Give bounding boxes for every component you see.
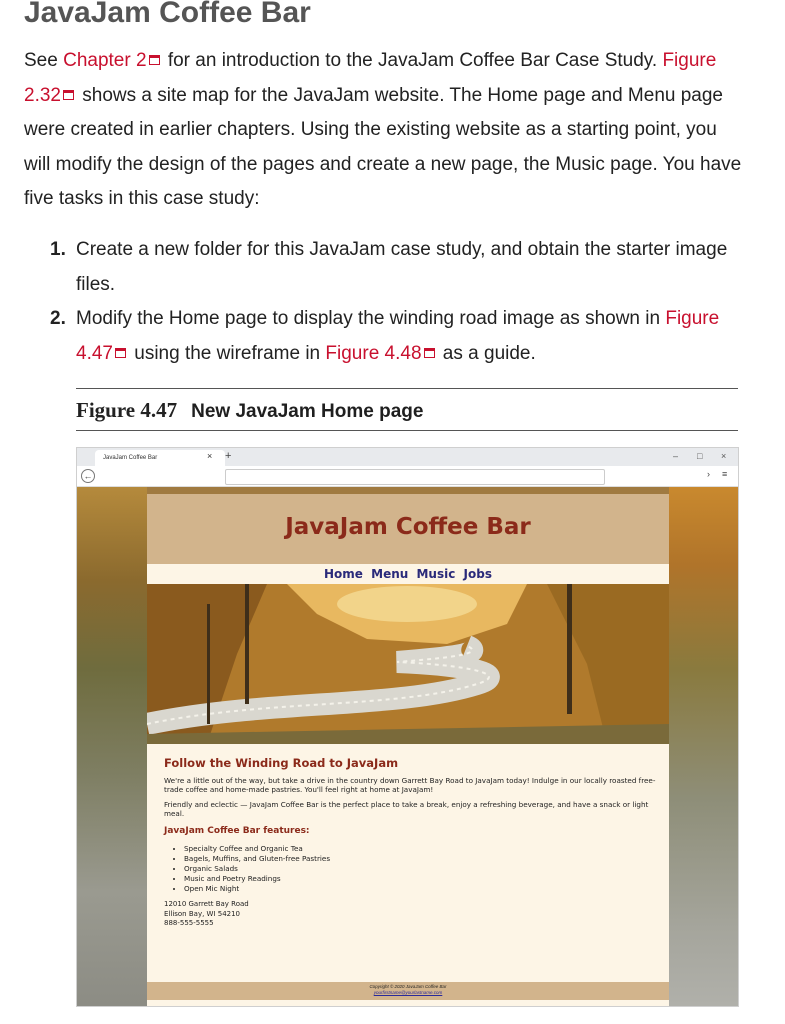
maximize-icon[interactable]: □ bbox=[697, 451, 703, 461]
main-content bbox=[164, 756, 659, 929]
task-list bbox=[50, 233, 740, 371]
external-link-icon[interactable] bbox=[63, 90, 74, 100]
copyright-text: Copyright © 2020 JavaJam Coffee Bar bbox=[369, 984, 447, 989]
intro-paragraph bbox=[24, 44, 744, 217]
address-bar[interactable] bbox=[225, 469, 605, 485]
figure-caption bbox=[76, 398, 423, 423]
address-line: Ellison Bay, WI 54210 bbox=[164, 909, 241, 918]
figure-title: New JavaJam Home page bbox=[191, 401, 424, 422]
list-number: 1. bbox=[50, 239, 66, 260]
browser-tab-bar bbox=[77, 448, 738, 466]
external-link-icon[interactable] bbox=[424, 348, 435, 358]
intro-text: for an introduction to the JavaJam Coffee Bar Case Study. bbox=[162, 50, 663, 71]
address-block bbox=[164, 900, 659, 929]
email-link[interactable]: yourfirstname@yourlastname.com bbox=[373, 990, 443, 995]
phone-number: 888-555-5555 bbox=[164, 919, 214, 927]
list-item-text bbox=[76, 302, 740, 371]
site-title: JavaJam Coffee Bar bbox=[285, 514, 531, 540]
list-item bbox=[50, 233, 740, 302]
content-heading: Follow the Winding Road to JavaJam bbox=[164, 756, 399, 770]
list-item: • Music and Poetry Readings bbox=[184, 874, 659, 884]
menu-icon[interactable]: ≡ bbox=[722, 469, 728, 479]
list-item-text: Create a new folder for this JavaJam case study, and obtain the starter image files. bbox=[76, 239, 728, 295]
close-window-icon[interactable]: × bbox=[721, 451, 727, 461]
task-text: as a guide. bbox=[437, 342, 536, 364]
features-list bbox=[164, 844, 659, 894]
close-tab-icon[interactable]: × bbox=[207, 451, 213, 461]
figure-4-48-link[interactable]: Figure 4.48 bbox=[325, 342, 422, 364]
figure-number: Figure 4.47 bbox=[76, 398, 178, 422]
figure-4-47-link[interactable]: Figure 4.47 bbox=[76, 308, 720, 364]
chapter-2-link[interactable]: Chapter 2 bbox=[63, 50, 147, 71]
list-item: • Specialty Coffee and Organic Tea bbox=[184, 844, 659, 854]
figure-divider bbox=[76, 430, 738, 431]
background-forest-left bbox=[77, 487, 147, 1006]
browser-screenshot bbox=[77, 448, 738, 1006]
tab-title: JavaJam Coffee Bar bbox=[103, 455, 158, 461]
website-page bbox=[147, 494, 669, 1006]
nav-home-link[interactable]: Home bbox=[324, 567, 363, 581]
site-footer bbox=[147, 982, 669, 1000]
external-link-icon[interactable] bbox=[149, 55, 160, 65]
list-item bbox=[50, 302, 740, 371]
features-heading: JavaJam Coffee Bar features: bbox=[164, 826, 310, 836]
site-header bbox=[147, 494, 669, 564]
figure-divider bbox=[76, 388, 738, 389]
intro-text: See bbox=[24, 50, 64, 71]
minimize-icon[interactable]: – bbox=[673, 451, 679, 461]
new-tab-icon[interactable]: + bbox=[225, 450, 232, 462]
list-item: • Open Mic Night bbox=[184, 884, 659, 894]
list-item: • Organic Salads bbox=[184, 864, 659, 874]
task-text: Modify the Home page to display the winding road image as shown in bbox=[76, 308, 666, 329]
external-link-icon[interactable] bbox=[115, 348, 126, 358]
browser-tab[interactable] bbox=[95, 450, 225, 466]
page-title: JavaJam Coffee Bar bbox=[24, 0, 311, 29]
task-text: using the wireframe in bbox=[128, 342, 326, 364]
chevron-right-icon[interactable]: › bbox=[707, 469, 710, 479]
nav-jobs-link[interactable]: Jobs bbox=[463, 567, 492, 581]
background-forest-right bbox=[669, 487, 738, 1006]
figure-2-32-link[interactable]: Figure 2.32 bbox=[24, 50, 717, 106]
browser-toolbar bbox=[77, 466, 738, 487]
site-nav bbox=[147, 564, 669, 584]
nav-menu-link[interactable]: Menu bbox=[371, 567, 409, 581]
list-number: 2. bbox=[50, 308, 66, 329]
content-paragraph: We're a little out of the way, but take a drive in the country down Garrett Bay Road to JavaJam today! Indulge in our locally roasted free-trade coffee and home-made pastries. You'll feel right at home at JavaJam! bbox=[164, 776, 656, 794]
winding-road-image bbox=[147, 584, 669, 744]
address-line: 12010 Garrett Bay Road bbox=[164, 900, 249, 908]
nav-music-link[interactable]: Music bbox=[416, 567, 456, 581]
intro-text: shows a site map for the JavaJam website. The Home page and Menu page were created in earlier chapters. Using the existing website as a starting point, you will modify the design of the pages and create a new page, the Music page. You have five tasks in this case study: bbox=[24, 84, 742, 209]
back-arrow-icon[interactable]: ← bbox=[81, 469, 95, 483]
list-item: • Bagels, Muffins, and Gluten-free Pastries bbox=[184, 854, 659, 864]
content-paragraph: Friendly and eclectic — JavaJam Coffee Bar is the perfect place to take a break, enjoy a refreshing beverage, and have a snack or light meal. bbox=[164, 800, 649, 818]
